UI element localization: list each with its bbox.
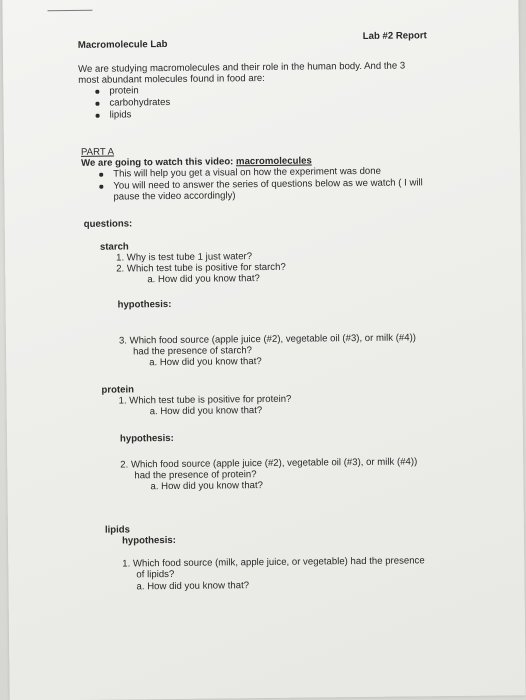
pen-mark — [47, 10, 92, 11]
starch-q2a: a. How did you know that? — [147, 273, 260, 286]
list-item-protein: protein — [109, 85, 139, 97]
lipids-q1-line1: 1. Which food source (milk, apple juice, or vegetable) had the presence — [122, 555, 425, 570]
report-title: Lab #2 Report — [362, 30, 427, 42]
list-item-lipids: lipids — [109, 109, 132, 121]
starch-q3-line1: 3. Which food source (apple juice (#2), vegetable oil (#3), or milk (#4)) — [118, 332, 417, 347]
lipids-q1a: a. How did you know that? — [136, 580, 250, 593]
part-a-bullet-2-cont: pause the video accordingly) — [113, 190, 236, 203]
protein-q1a: a. How did you know that? — [149, 405, 263, 418]
lab-title: Macromolecule Lab — [77, 38, 168, 51]
section-lipids: lipids — [104, 524, 131, 536]
starch-q2: 2. Which test tube is positive for starch? — [116, 261, 286, 275]
starch-q3-line2: had the presence of starch? — [133, 345, 253, 358]
lipids-q1-line2: of lipids? — [136, 568, 175, 581]
protein-q2a: a. How did you know that? — [150, 480, 264, 493]
part-a-title: PART A — [80, 146, 115, 158]
intro-line-2: most abundant molecules found in food are: — [78, 72, 265, 86]
part-a-heading-text: We are going to watch this video: — [81, 156, 234, 169]
starch-hypothesis: hypothesis: — [117, 298, 172, 311]
starch-q1: 1. Why is test tube 1 just water? — [116, 251, 253, 264]
video-link[interactable]: macromolecules — [235, 155, 312, 168]
starch-q3a: a. How did you know that? — [149, 356, 262, 369]
paper-sheet — [2, 0, 525, 700]
section-protein: protein — [101, 384, 135, 396]
bullet-dot — [99, 185, 103, 189]
bullet-dot — [95, 102, 99, 106]
protein-q2-line2: had the presence of protein? — [134, 469, 257, 482]
bullet-dot — [95, 90, 99, 94]
lipids-hypothesis: hypothesis: — [121, 534, 176, 547]
part-a-bullet-2: You will need to answer the series of questions below as we watch ( I will — [113, 177, 423, 192]
list-item-carbohydrates: carbohydrates — [109, 96, 171, 109]
protein-hypothesis: hypothesis: — [119, 432, 174, 445]
bullet-dot — [96, 114, 100, 118]
intro-line-1: We are studying macromolecules and their role in the human body. And the 3 — [78, 60, 406, 75]
section-starch: starch — [99, 241, 129, 253]
bullet-dot — [99, 173, 103, 177]
protein-q1: 1. Which test tube is positive for protein? — [118, 393, 292, 407]
part-a-bullet-1: This will help you get a visual on how the experiment was done — [113, 165, 381, 180]
questions-label: questions: — [83, 218, 133, 230]
protein-q2-line1: 2. Which food source (apple juice (#2), vegetable oil (#3), or milk (#4)) — [120, 456, 418, 471]
